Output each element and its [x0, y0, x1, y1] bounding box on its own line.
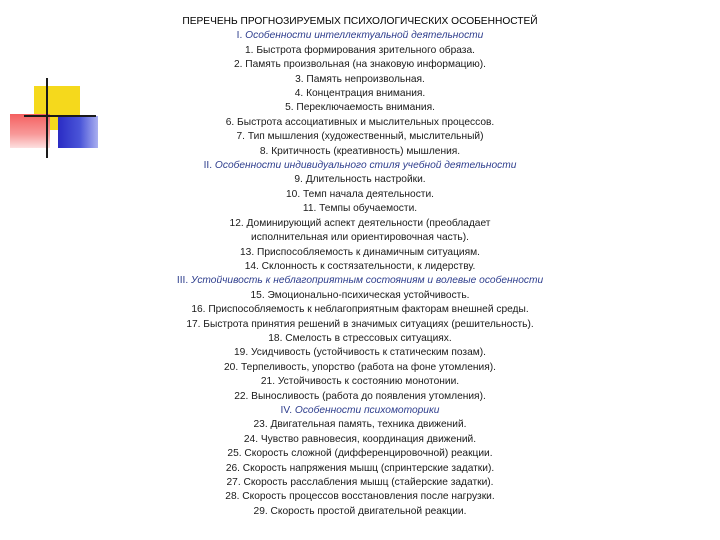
- section-heading: [120, 404, 600, 418]
- section-heading: [120, 159, 600, 173]
- blue-square-decoration: [58, 116, 98, 148]
- red-square-decoration: [10, 114, 50, 148]
- list-item: 4. Концентрация внимания.: [294, 88, 426, 100]
- list-item: 25. Скорость сложной (дифференцировочной) реакции.: [227, 448, 493, 460]
- list-item: 17. Быстрота принятия решений в значимых ситуациях (решительность).: [186, 318, 534, 330]
- section-heading-text: Особенности индивидуального стиля учебной деятельности: [214, 160, 517, 172]
- list-item: 11. Темпы обучаемости.: [302, 203, 418, 215]
- list-item: 27. Скорость расслабления мышц (стайерские задатки).: [226, 477, 494, 488]
- section-heading-text: Особенности психомоторики: [294, 404, 440, 416]
- list-item: исполнительная или ориентировочная часть).: [251, 232, 469, 244]
- list-item: 19. Усидчивость (устойчивость к статическим позам).: [233, 347, 486, 359]
- section-number: II.: [203, 160, 213, 172]
- list-item: 6. Быстрота ассоциативных и мыслительных процессов.: [225, 116, 495, 128]
- list-item: 22. Выносливость (работа до появления утомления).: [234, 390, 486, 402]
- list-item: 15. Эмоционально-психическая устойчивость.: [250, 289, 470, 301]
- section-number: IV.: [280, 404, 293, 416]
- list-item: 18. Смелость в стрессовых ситуациях.: [268, 332, 452, 344]
- section-number: I.: [236, 30, 243, 42]
- section-heading: [120, 29, 600, 43]
- section-heading: [120, 274, 600, 288]
- list-item: 3. Память непроизвольная.: [295, 73, 425, 85]
- section-heading-text: Особенности интеллектуальной деятельности: [245, 30, 484, 42]
- list-item: 9. Длительность настройки.: [294, 174, 426, 186]
- list-item: 24. Чувство равновесия, координация движений.: [243, 433, 477, 445]
- list-item: 12. Доминирующий аспект деятельности (преобладает: [229, 217, 491, 229]
- list-item: 23. Двигательная память, техника движений.: [253, 419, 467, 431]
- list-item: 14. Склонность к состязательности, к лидерству.: [244, 260, 476, 272]
- list-item: 10. Темп начала деятельности.: [286, 188, 434, 200]
- list-item: 28. Скорость процессов восстановления после нагрузки.: [225, 491, 495, 503]
- page-title: ПЕРЕЧЕНЬ ПРОГНОЗИРУЕМЫХ ПСИХОЛОГИЧЕСКИХ ОСОБЕННОСТЕЙ: [182, 16, 538, 27]
- vertical-line-decoration: [46, 78, 48, 158]
- list-item: 8. Критичность (креативность) мышления.: [259, 145, 461, 157]
- list-item: 16. Приспособляемость к неблагоприятным факторам внешней среды.: [191, 304, 529, 316]
- list-item: 29. Скорость простой двигательной реакции.: [253, 505, 467, 517]
- section-heading-text: Устойчивость к неблагоприятным состояниям и волевые особенности: [191, 275, 544, 287]
- list-item: 21. Устойчивость к состоянию монотонии.: [260, 376, 460, 388]
- list-item: 7. Тип мышления (художественный, мыслительный): [236, 131, 484, 143]
- horizontal-line-decoration: [24, 115, 96, 117]
- list-item: 20. Терпеливость, упорство (работа на фоне утомления).: [224, 361, 496, 373]
- list-item: 5. Переключаемость внимания.: [285, 102, 435, 114]
- section-number: III.: [176, 275, 189, 287]
- list-item: 2. Память произвольная (на знаковую информацию).: [233, 59, 487, 71]
- list-item: 26. Скорость напряжения мышц (спринтерские задатки).: [225, 462, 495, 474]
- slide-content: [120, 15, 600, 519]
- list-item: 1. Быстрота формирования зрительного образа.: [245, 44, 475, 56]
- list-item: 13. Приспособляемость к динамичным ситуациям.: [240, 246, 480, 258]
